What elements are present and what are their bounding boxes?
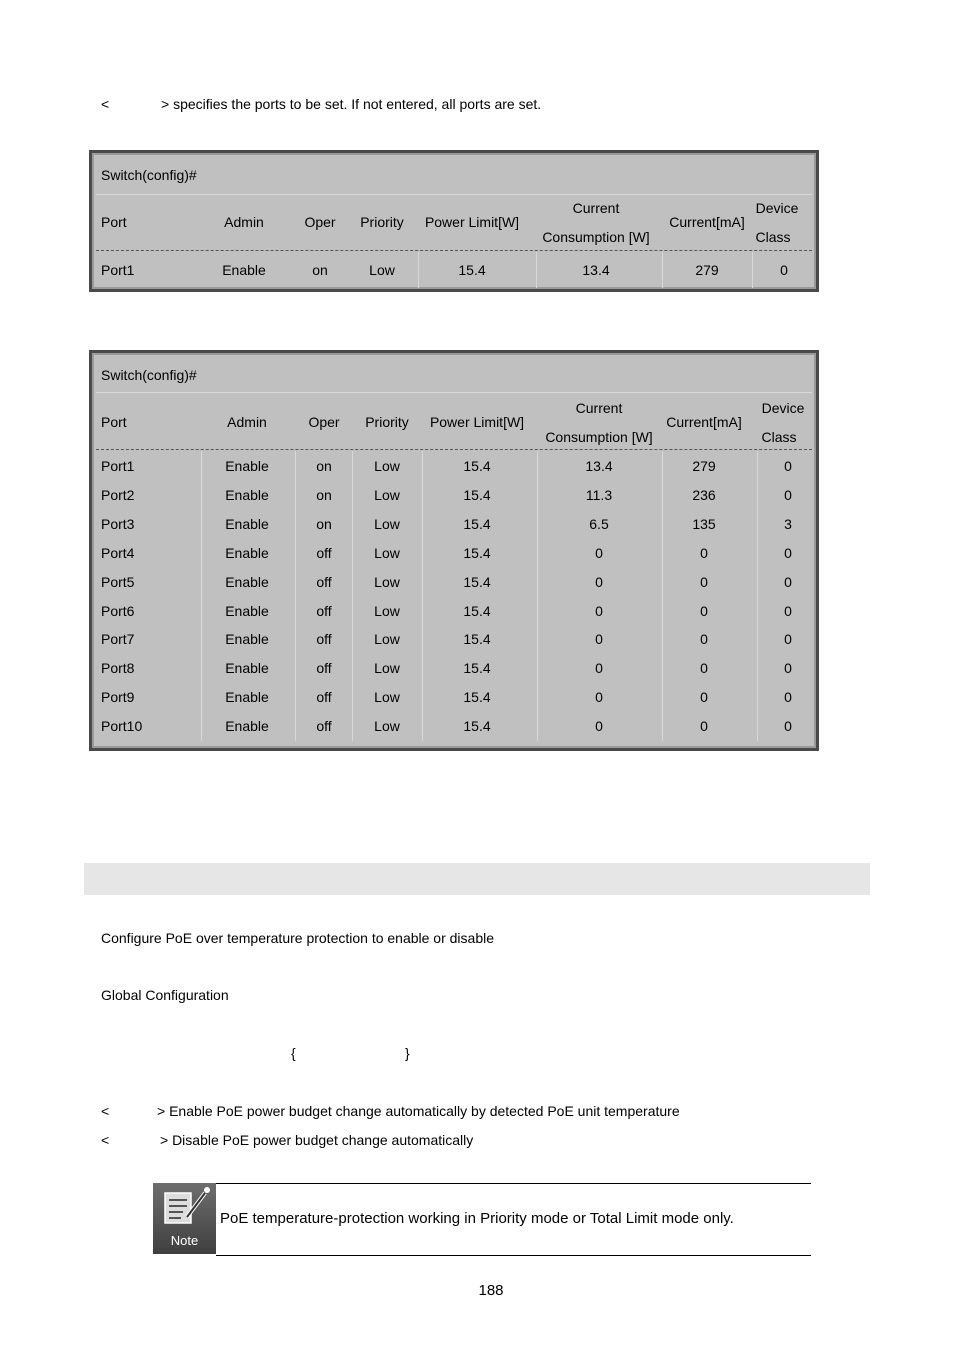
table-cell-priority: Low [374,689,400,706]
table-cell-power-limit: 15.4 [463,631,491,648]
header-consumption-line1: Current [575,400,623,416]
table-cell-current-ma: 0 [700,631,708,648]
header-admin: Admin [227,414,267,430]
header-class-line1: Device [761,400,805,416]
table-cell-current-ma: 279 [695,262,719,278]
table-cell-port: Port1 [101,262,135,278]
column-separator [662,451,663,741]
table-cell-oper: on [316,486,332,503]
note-icon-label: Note [170,1233,199,1248]
table-cell-oper: off [316,602,332,619]
table-cell-priority: Low [374,544,400,561]
table-cell-consumption: 0 [595,544,603,561]
command-mode: Global Configuration [101,987,229,1003]
table-cell-priority: Low [369,262,395,278]
syntax-brace-open: { [291,1045,296,1061]
table-cell-consumption: 11.3 [585,486,613,503]
table-cell-oper: on [316,515,332,532]
header-class-line1: Device [755,200,799,216]
table-cell-power-limit: 15.4 [463,573,491,590]
note-text: PoE temperature-protection working in Priority mode or Total Limit mode only. [220,1210,734,1227]
table-cell-device-class: 0 [784,486,792,503]
table-cell-oper: off [316,718,332,735]
table-cell-device-class: 0 [784,544,792,561]
table-cell-device-class: 0 [784,458,792,474]
table-cell-admin: Enable [225,486,269,503]
table-cell-current-ma: 135 [692,515,716,532]
table-cell-power-limit: 15.4 [463,515,491,532]
header-consumption-line2: Consumption [W] [542,229,650,245]
table-cell-priority: Low [374,631,400,648]
column-separator [422,451,423,741]
table-cell-current-ma: 0 [700,602,708,619]
table-cell-admin: Enable [225,689,269,706]
header-oper: Oper [304,214,336,230]
table-cell-consumption: 0 [595,660,603,677]
table-cell-oper: off [316,660,332,677]
table-cell-consumption: 6.5 [589,515,609,532]
table-cell-current-ma: 0 [700,573,708,590]
header-port: Port [101,214,127,230]
table-cell-priority: Low [374,660,400,677]
param-enable-description: > Enable PoE power budget change automatically by detected PoE unit temperature [157,1103,680,1119]
table-cell-device-class: 0 [784,573,792,590]
table-cell-device-class: 0 [784,631,792,648]
column-separator [418,252,419,288]
notepad-pencil-icon [153,1183,216,1233]
table-cell-power-limit: 15.4 [458,262,486,278]
syntax-brace-close: } [405,1045,410,1061]
table-cell-admin: Enable [225,573,269,590]
header-dashed-separator [96,250,812,251]
table-cell-admin: Enable [225,602,269,619]
table-cell-admin: Enable [225,544,269,561]
page-number: 188 [478,1282,504,1299]
note-rule-top [216,1183,811,1184]
column-separator [757,451,758,741]
table-cell-device-class: 0 [780,262,788,278]
table-cell-port: Port2 [101,486,135,503]
table-cell-priority: Low [374,458,400,474]
table-cell-port: Port6 [101,602,135,619]
table-cell-consumption: 0 [595,718,603,735]
table-cell-current-ma: 0 [700,689,708,706]
table-cell-current-ma: 279 [692,458,716,474]
table-cell-current-ma: 236 [692,486,716,503]
table-cell-priority: Low [374,515,400,532]
section-heading-bar [84,863,870,895]
table-cell-admin: Enable [222,262,266,278]
table-cell-port: Port8 [101,660,135,677]
column-separator [752,252,753,288]
table-cell-oper: off [316,631,332,648]
header-consumption-line1: Current [572,200,620,216]
header-priority: Priority [360,214,404,230]
table-cell-oper: off [316,544,332,561]
table-cell-consumption: 13.4 [585,458,613,474]
table-cell-admin: Enable [225,631,269,648]
table-cell-power-limit: 15.4 [463,486,491,503]
table-cell-consumption: 0 [595,602,603,619]
table-cell-admin: Enable [225,660,269,677]
table-cell-oper: on [312,262,328,278]
header-priority: Priority [365,414,409,430]
table-cell-oper: on [316,458,332,474]
table-cell-oper: off [316,573,332,590]
note-box [153,1183,811,1256]
table-cell-port: Port9 [101,689,135,706]
header-current-ma: Current[mA] [666,414,742,430]
header-admin: Admin [224,214,264,230]
table-cell-admin: Enable [225,718,269,735]
table-cell-power-limit: 15.4 [463,660,491,677]
header-power-limit: Power Limit[W] [429,414,525,430]
poe-status-table-single [89,150,819,292]
table-cell-priority: Low [374,718,400,735]
param-disable-bracket: < [101,1132,110,1148]
table-cell-port: Port5 [101,573,135,590]
column-separator [537,451,538,741]
table-cell-power-limit: 15.4 [463,689,491,706]
column-separator [536,252,537,288]
header-oper: Oper [308,414,340,430]
table-cell-device-class: 0 [784,718,792,735]
command-description: Configure PoE over temperature protection to enable or disable [101,930,495,946]
table-cell-device-class: 0 [784,660,792,677]
header-dashed-separator [96,449,812,450]
table-cell-current-ma: 0 [700,718,708,735]
cli-prompt: Switch(config)# [101,167,197,183]
cli-prompt: Switch(config)# [101,367,197,383]
header-consumption-line2: Consumption [W] [545,429,653,445]
table-cell-oper: off [316,689,332,706]
table-cell-priority: Low [374,486,400,503]
poe-status-table-all [89,350,819,751]
table-cell-consumption: 0 [595,573,603,590]
table-cell-port: Port7 [101,631,135,648]
header-current-ma: Current[mA] [669,214,745,230]
column-separator [352,451,353,741]
table-cell-consumption: 0 [595,689,603,706]
table-cell-port: Port1 [101,458,135,474]
table-cell-power-limit: 15.4 [463,602,491,619]
table-cell-device-class: 3 [784,515,792,532]
table-cell-admin: Enable [225,458,269,474]
header-class-line2: Class [755,229,791,245]
table-cell-priority: Low [374,602,400,619]
column-separator [662,252,663,288]
param-disable-description: > Disable PoE power budget change automatically [160,1132,474,1148]
param-enable-bracket: < [101,1103,110,1119]
header-class-line2: Class [761,429,797,445]
header-port: Port [101,414,127,430]
table-cell-admin: Enable [225,515,269,532]
ports-param-bracket: < [101,96,110,112]
note-icon [153,1183,216,1254]
column-separator [295,451,296,741]
header-separator-top [96,194,812,195]
table-cell-current-ma: 0 [700,660,708,677]
table-cell-power-limit: 15.4 [463,544,491,561]
header-separator-top [96,392,812,393]
table-cell-consumption: 13.4 [582,262,610,278]
header-power-limit: Power Limit[W] [424,214,520,230]
table-cell-power-limit: 15.4 [463,458,491,474]
table-cell-device-class: 0 [784,689,792,706]
note-rule-bottom [216,1255,811,1256]
table-cell-consumption: 0 [595,631,603,648]
table-cell-port: Port3 [101,515,135,532]
ports-param-description: > specifies the ports to be set. If not entered, all ports are set. [161,96,542,112]
table-cell-port: Port4 [101,544,135,561]
table-cell-priority: Low [374,573,400,590]
table-cell-current-ma: 0 [700,544,708,561]
table-cell-device-class: 0 [784,602,792,619]
table-cell-port: Port10 [101,718,143,735]
table-cell-power-limit: 15.4 [463,718,491,735]
column-separator [201,451,202,741]
